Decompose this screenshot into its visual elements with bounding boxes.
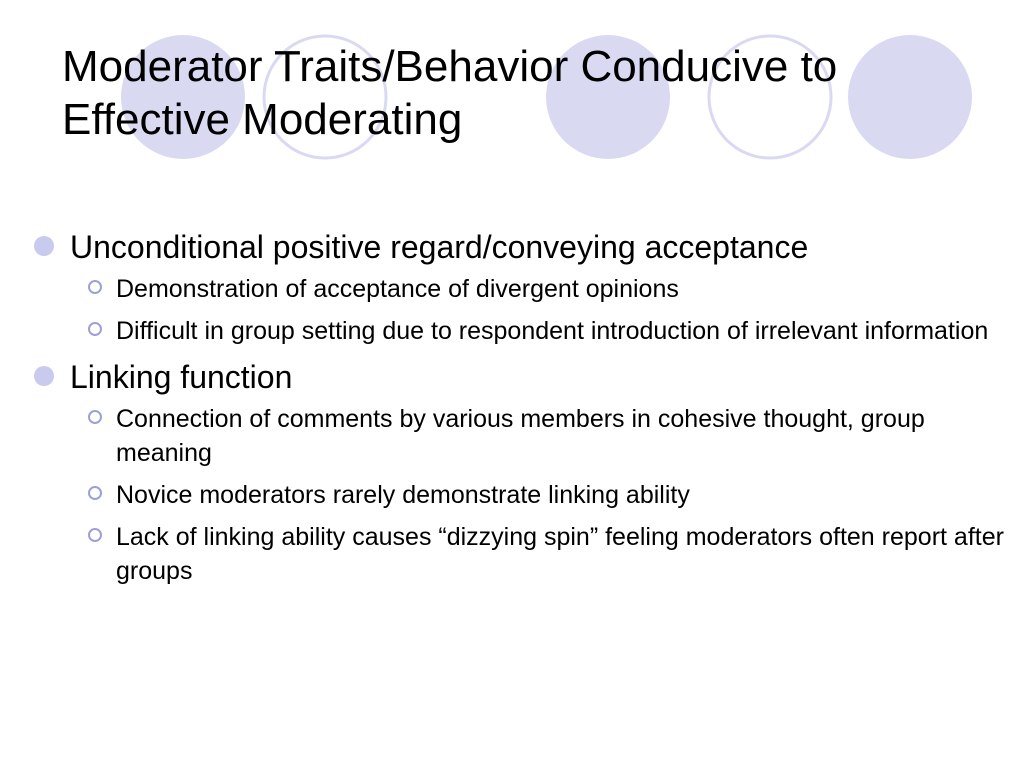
sub-bullet-item: [70, 314, 1007, 348]
sub-bullet-item: [70, 272, 1007, 306]
sub-bullet-list: [70, 402, 1007, 588]
filled-circle-bullet-icon: [34, 236, 54, 256]
bullet-list: [32, 226, 1007, 596]
hollow-circle-bullet-icon: [88, 322, 102, 336]
filled-circle-bullet-icon: [34, 366, 54, 386]
sub-bullet-list: [70, 272, 1007, 348]
sub-bullet-item: [70, 402, 1007, 470]
bullet-item: [32, 226, 1007, 348]
bullet-item: [32, 356, 1007, 588]
bullet-text: Unconditional positive regard/conveying acceptance: [70, 229, 809, 265]
sub-bullet-text: Connection of comments by various members in cohesive thought, group meaning: [116, 405, 925, 467]
bullet-text: Linking function: [70, 359, 293, 395]
hollow-circle-bullet-icon: [88, 280, 102, 294]
sub-bullet-text: Novice moderators rarely demonstrate linking ability: [116, 481, 690, 509]
slide-title: [62, 40, 1002, 146]
slide-title-line-2: Effective Moderating: [62, 95, 463, 144]
hollow-circle-bullet-icon: [88, 410, 102, 424]
slide-title-line-1: Moderator Traits/Behavior Conducive to: [62, 42, 838, 91]
sub-bullet-item: [70, 520, 1007, 588]
hollow-circle-bullet-icon: [88, 528, 102, 542]
sub-bullet-item: [70, 478, 1007, 512]
sub-bullet-text: Demonstration of acceptance of divergent opinions: [116, 275, 679, 303]
sub-bullet-text: Lack of linking ability causes “dizzying spin” feeling moderators often report after groups: [116, 523, 1004, 585]
sub-bullet-text: Difficult in group setting due to respondent introduction of irrelevant information: [116, 317, 989, 345]
hollow-circle-bullet-icon: [88, 486, 102, 500]
